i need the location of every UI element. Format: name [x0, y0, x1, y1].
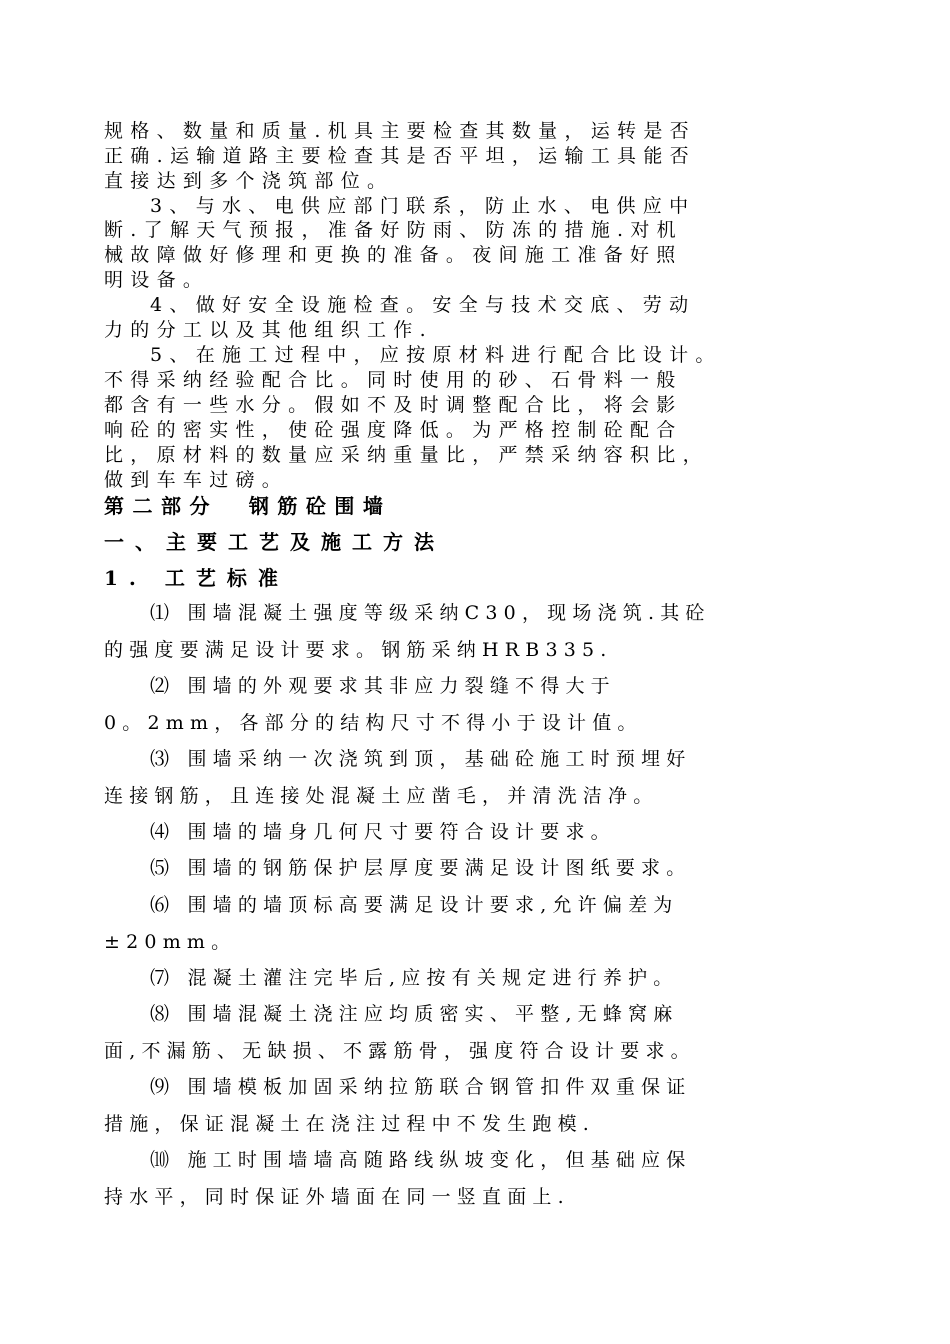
text-line: 3、与水、电供应部门联系，防止水、电供应中 — [150, 195, 696, 217]
text-line: ⑶ 围墙采纳一次浇筑到顶，基础砼施工时预埋好 — [150, 748, 692, 770]
text-line: ⑷ 围墙的墙身几何尺寸要符合设计要求。 — [150, 821, 616, 843]
text-line: 措施，保证混凝土在浇注过程中不发生跑模. — [104, 1113, 596, 1135]
text-line: 都含有一些水分。假如不及时调整配合比，将会影 — [104, 394, 683, 416]
text-line: 响砼的密实性，使砼强度降低。为严格控制砼配合 — [104, 419, 683, 441]
text-line: 比，原材料的数量应采纳重量比，严禁采纳容积比， — [104, 444, 709, 466]
text-line: ⑹ 围墙的墙顶标高要满足设计要求,允许偏差为 — [150, 894, 679, 916]
text-line: 正确.运输道路主要检查其是否平坦，运输工具能否 — [104, 145, 696, 167]
text-line: 明设备。 — [104, 269, 210, 291]
text-line: 持水平，同时保证外墙面在同一竖直面上. — [104, 1186, 570, 1208]
text-line: ⑺ 混凝土灌注完毕后,应按有关规定进行养护。 — [150, 967, 679, 989]
text-line: 连接钢筋，且连接处混凝土应凿毛，并清洗洁净。 — [104, 785, 659, 807]
text-line: ⑻ 围墙混凝土浇注应均质密实、平整,无蜂窝麻 — [150, 1003, 679, 1025]
text-line: 0。2mm，各部分的结构尺寸不得小于设计值。 — [104, 712, 643, 734]
section-heading: 第二部分 钢筋砼围墙 — [104, 494, 392, 518]
subsection-heading: 一、主要工艺及施工方法 — [104, 530, 445, 554]
text-line: 的强度要满足设计要求。钢筋采纳HRB335. — [104, 639, 613, 661]
text-line: ⑽ 施工时围墙墙高随路线纵坡变化，但基础应保 — [150, 1149, 692, 1171]
text-line: ±20mm。 — [104, 931, 237, 953]
text-line: ⑵ 围墙的外观要求其非应力裂缝不得大于 — [150, 675, 616, 697]
text-line: 5、在施工过程中，应按原材料进行配合比设计。 — [150, 344, 722, 366]
text-line: 断.了解天气预报，准备好防雨、防冻的措施.对机 — [104, 219, 683, 241]
text-line: 不得采纳经验配合比。同时使用的砂、石骨料一般 — [104, 369, 683, 391]
text-line: 规格、数量和质量.机具主要检查其数量，运转是否 — [104, 120, 696, 142]
text-line: 力的分工以及其他组织工作. — [104, 319, 433, 341]
item-heading: 1. 工艺标准 — [104, 566, 289, 590]
text-line: 械故障做好修理和更换的准备。夜间施工准备好照 — [104, 244, 683, 266]
text-line: ⑴ 围墙混凝土强度等级采纳C30，现场浇筑.其砼 — [150, 602, 711, 624]
text-line: ⑼ 围墙模板加固采纳拉筋联合钢管扣件双重保证 — [150, 1076, 692, 1098]
text-line: 直接达到多个浇筑部位。 — [104, 170, 394, 192]
text-line: 4、做好安全设施检查。安全与技术交底、劳动 — [150, 294, 696, 316]
text-line: ⑸ 围墙的钢筋保护层厚度要满足设计图纸要求。 — [150, 857, 692, 879]
text-line: 做到车车过磅。 — [104, 469, 289, 491]
text-line: 面,不漏筋、无缺损、不露筋骨，强度符合设计要求。 — [104, 1040, 696, 1062]
